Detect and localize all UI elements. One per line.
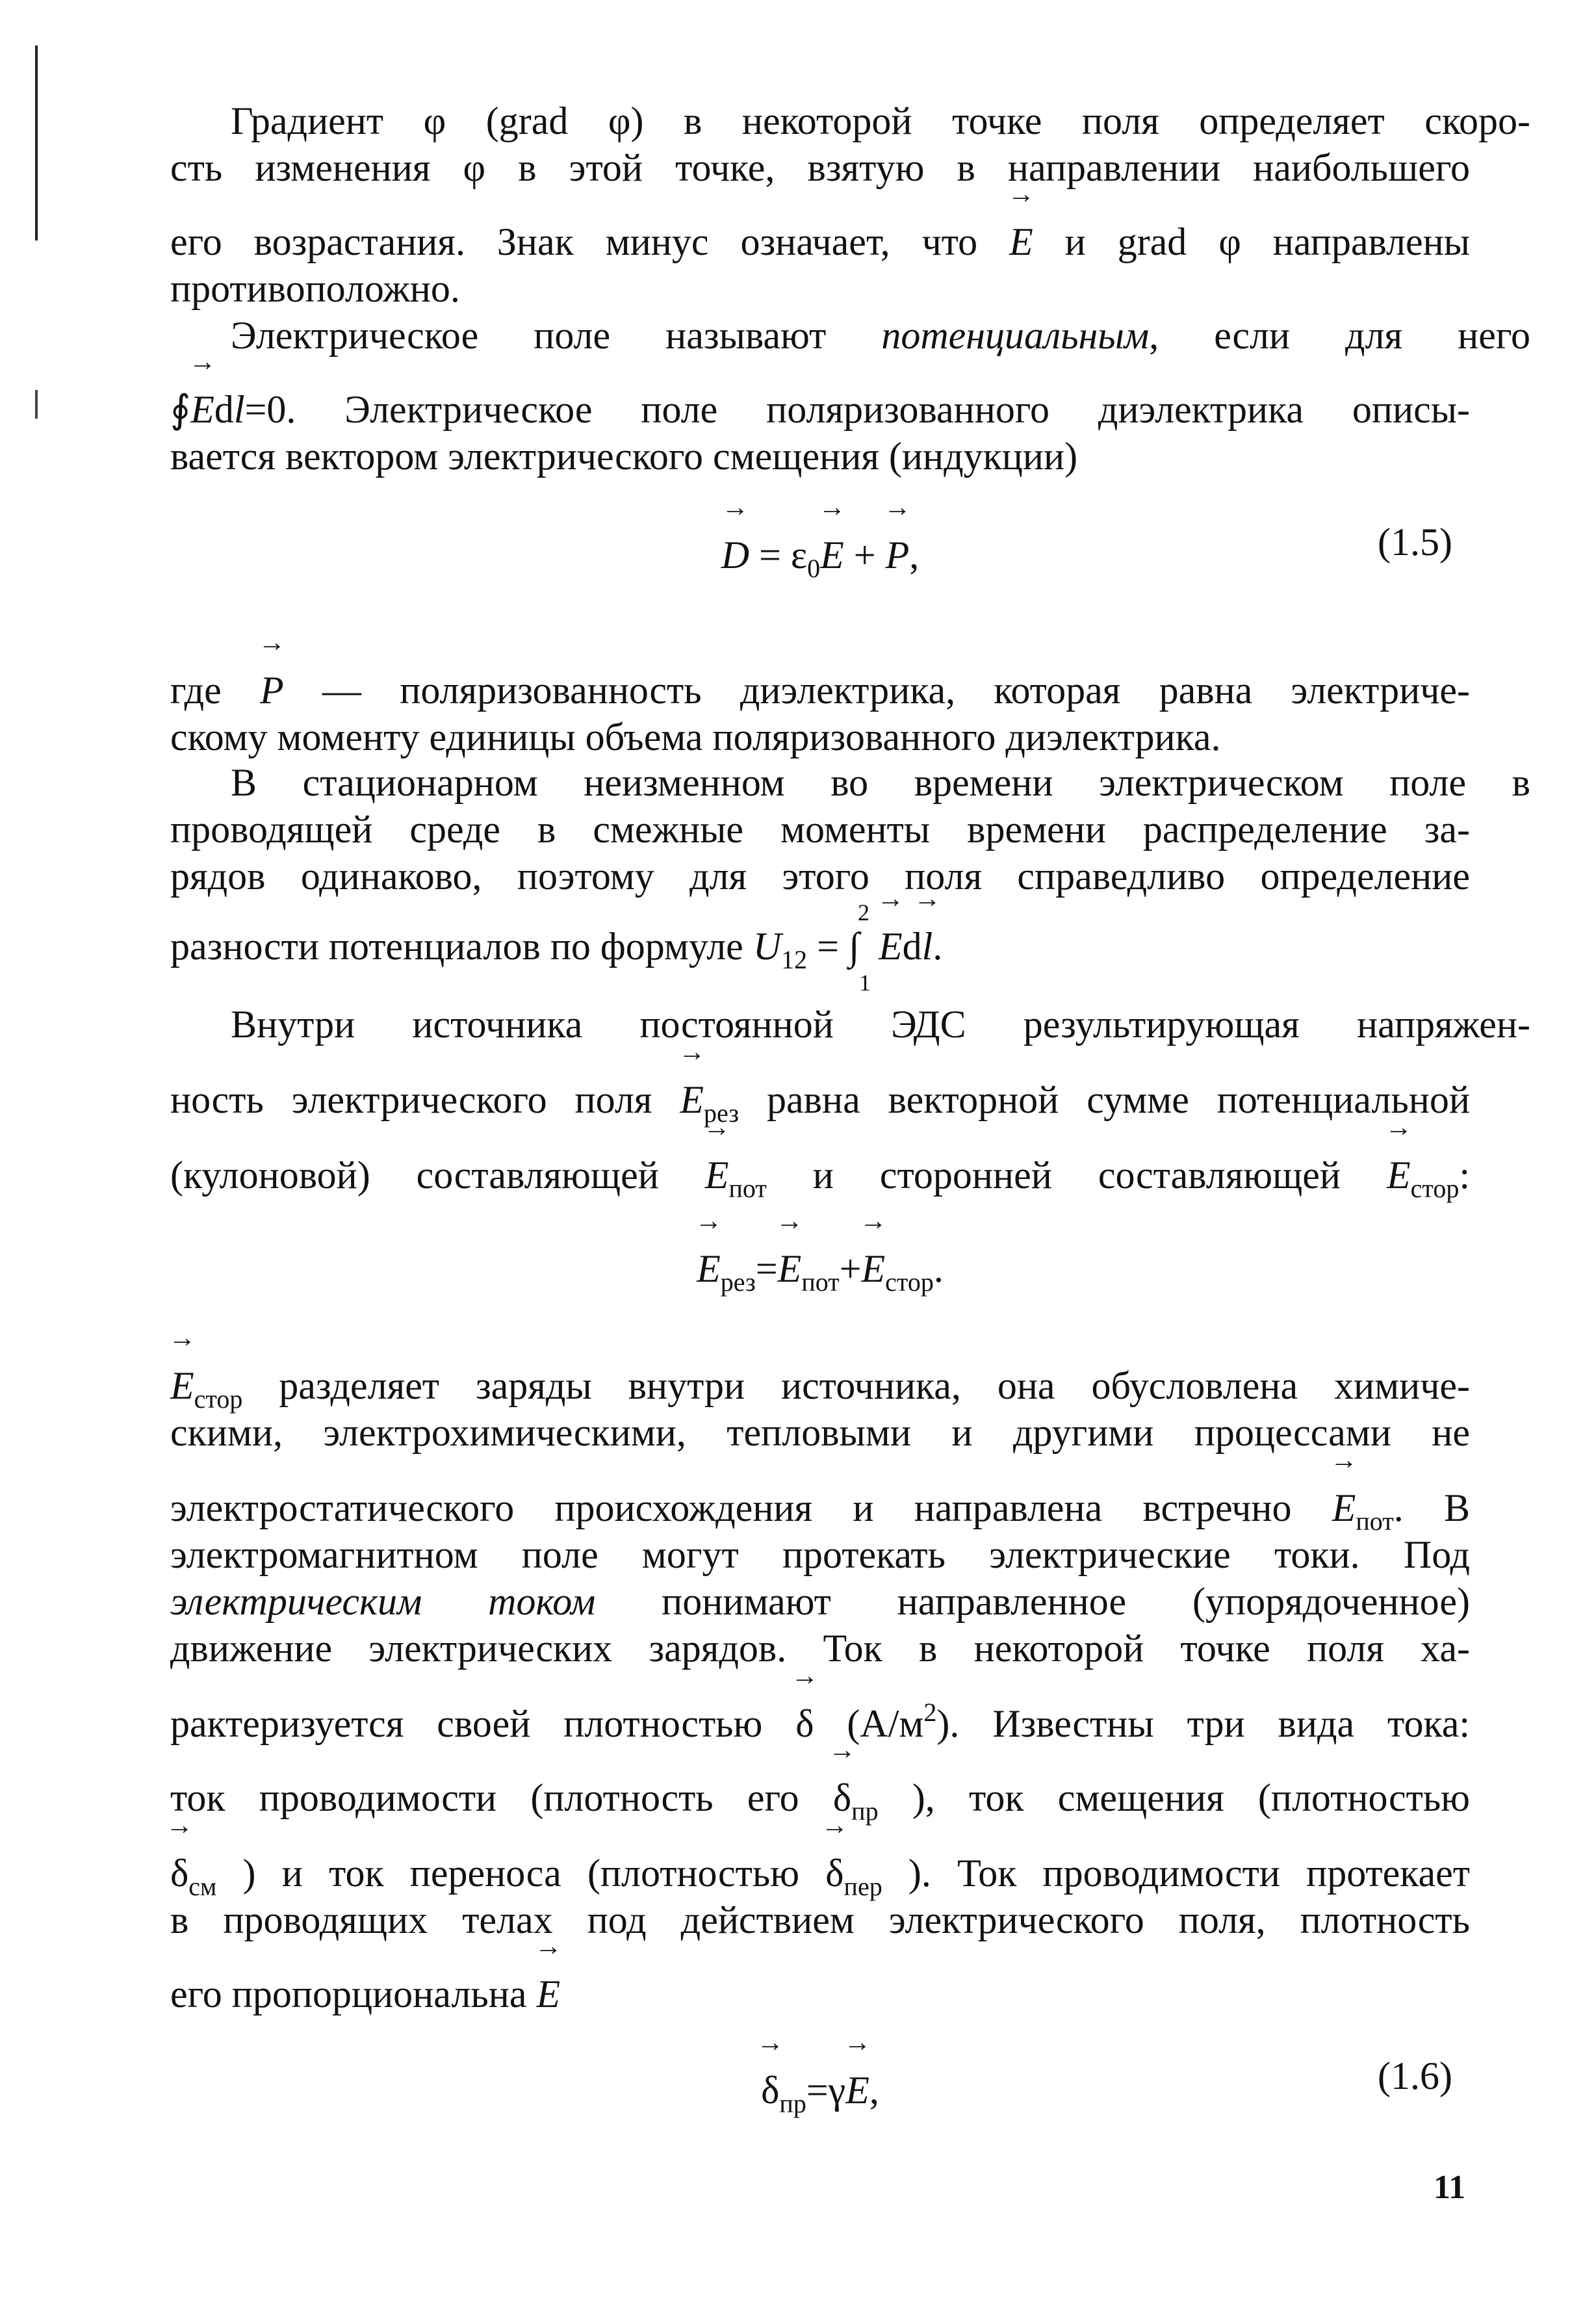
text-line: → $\delta_{см}$ ) и ток переноса (плотностью → $\delta_{пер}$ ). Ток проводимости протекает (170, 1850, 1470, 1897)
text-line: движение электрических зарядов. Ток в некоторой точке поля ха- (170, 1627, 1470, 1670)
text-line: его пропорциональна → E (170, 1971, 1470, 2017)
margin-mark (35, 45, 38, 240)
text-line: → $E_{стор}$ разделяет заряды внутри источника, она обусловлена химиче- (170, 1362, 1470, 1409)
text-line: рактеризуется своей плотностью → δ $(А/м^2)$. Известны три вида тока: (170, 1700, 1470, 1747)
equation-1-5: → $D = \varepsilon_0\to E$ + → P, (170, 532, 1470, 578)
equation-number: (1.6) (1378, 2054, 1452, 2097)
text-line: электрическим током понимают направленное (упорядоченное) (170, 1580, 1471, 1623)
equation-1-6: → $\delta_{пр}=\gamma\to E$, (170, 2067, 1470, 2114)
equation-number: (1.5) (1378, 521, 1452, 564)
text-line: его возрастания. Знак минус означает, что → E и grad φ направлены (170, 218, 1470, 265)
text-line: ность электрического поля → $E_{рез}$ равна векторной сумме потенциальной (170, 1076, 1470, 1123)
text-line: скому моменту единицы объема поляризованного диэлектрика. (170, 716, 1221, 758)
text-line: электростатического происхождения и направлена встречно → $E_{пот}$. В (170, 1484, 1470, 1531)
equation-e-sum: → $E_{рез}=\to E_{пот}+\to E_{стор}$. (170, 1245, 1470, 1292)
text-line: ток проводимости (плотность его → $\delta_{пр}$ ), ток смещения (плотностью (170, 1774, 1470, 1821)
text-line: В стационарном неизменном во времени электрическом поле в (231, 761, 1530, 804)
text-line: вается вектором электрического смещения (индукции) (170, 435, 1078, 478)
text-line: проводящей среде в смежные моменты времени распределение за- (170, 808, 1470, 851)
text-line: где → P — поляризованность диэлектрика, которая равна электриче- (170, 667, 1470, 714)
text-line: Градиент φ (grad φ) в некоторой точке поля определяет скоро- (231, 99, 1530, 142)
text-line: электромагнитном поле могут протекать электрические токи. Под (170, 1533, 1470, 1576)
margin-mark (35, 390, 38, 419)
text-line: сть изменения φ в этой точке, взятую в направлении наибольшего (170, 146, 1470, 189)
text-line: противоположно. (170, 267, 460, 310)
text-line: рядов одинаково, поэтому для этого поля справедливо определение (170, 855, 1470, 898)
text-line: ∮→ Edl=0. Электрическое поле поляризованного диэлектрика описы- (170, 386, 1470, 433)
text-line: (кулоновой) составляющей → $E_{пот}$ и сторонней составляющей → $E_{стор}$: (170, 1152, 1470, 1198)
text-line: скими, электрохимическими, тепловыми и другими процессами не (170, 1411, 1470, 1454)
text-line: Внутри источника постоянной ЭДС результирующая напряжен- (231, 1003, 1530, 1046)
text-line: в проводящих телах под действием электрического поля, плотность (170, 1898, 1470, 1941)
text-line: разности потенциалов по формуле $U_{12}$ = ∫ 2 1 → Ed→ l. (170, 923, 1470, 970)
page-number: 11 (1434, 2169, 1466, 2206)
text-line: Электрическое поле называют потенциальным, если для него (231, 314, 1530, 357)
